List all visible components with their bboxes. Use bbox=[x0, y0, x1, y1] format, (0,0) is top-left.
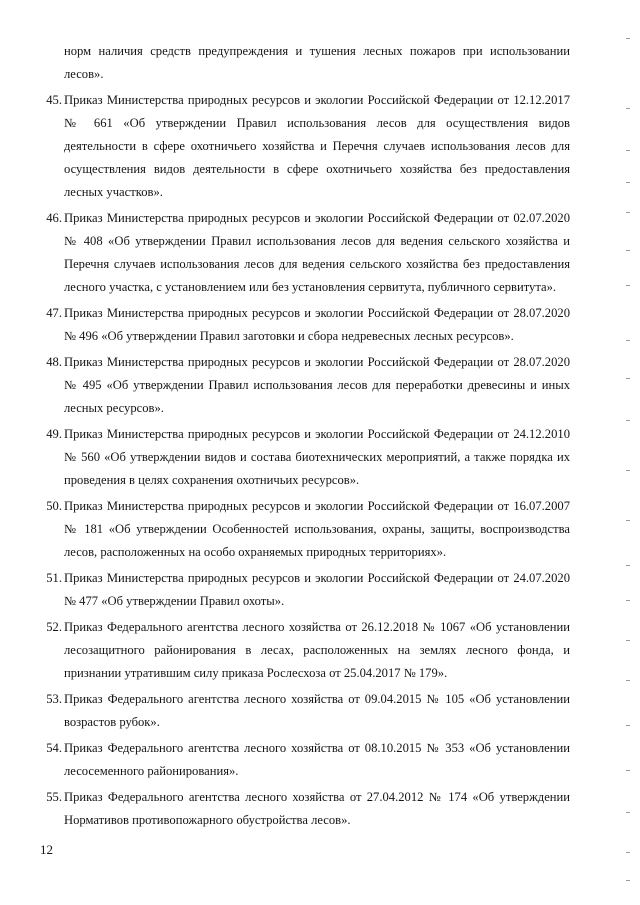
list-item-number: 54. bbox=[46, 741, 62, 755]
edge-mark bbox=[626, 852, 630, 853]
continued-paragraph: норм наличия средств предупреждения и тушения лесных пожаров при использовании лесов». bbox=[64, 44, 570, 81]
edge-mark bbox=[626, 150, 630, 151]
edge-mark bbox=[626, 420, 630, 421]
edge-mark bbox=[626, 565, 630, 566]
list-item-number: 52. bbox=[46, 620, 62, 634]
edge-mark bbox=[626, 812, 630, 813]
list-item bbox=[40, 737, 570, 783]
list-item bbox=[40, 351, 570, 420]
edge-mark bbox=[626, 770, 630, 771]
list-item-number: 50. bbox=[46, 499, 62, 513]
list-item-number: 47. bbox=[46, 306, 62, 320]
list-item-number: 46. bbox=[46, 211, 62, 225]
list-item-text: Приказ Федерального агентства лесного хозяйства от 08.10.2015 № 353 «Об установлении лесосеменного районирования». bbox=[64, 741, 570, 778]
list-item-number: 51. bbox=[46, 571, 62, 585]
edge-mark bbox=[626, 182, 630, 183]
edge-mark bbox=[626, 640, 630, 641]
list-item-text: Приказ Министерства природных ресурсов и экологии Российской Федерации от 02.07.2020 № 408 «Об утверждении Правил использования лесов для ведения сельского хозяйства и Перечня случаев использования лесов для ведения сельского хозяйства без предоставления лесного участка, с установлением или без установления сервитута, публичного сервитута». bbox=[64, 211, 570, 294]
list-item-text: Приказ Федерального агентства лесного хозяйства от 26.12.2018 № 1067 «Об установлении лесозащитного районирования в лесах, расположенных на землях лесного фонда, и признании утратившим силу приказа Рослесхоза от 25.04.2017 № 179». bbox=[64, 620, 570, 680]
edge-mark bbox=[626, 880, 630, 881]
edge-mark bbox=[626, 680, 630, 681]
list-item-number: 48. bbox=[46, 355, 62, 369]
list-item-text: Приказ Министерства природных ресурсов и экологии Российской Федерации от 28.07.2020 № 495 «Об утверждении Правил использования лесов для переработки древесины и иных лесных ресурсов». bbox=[64, 355, 570, 415]
numbered-list bbox=[40, 89, 570, 832]
edge-mark bbox=[626, 108, 630, 109]
list-item-text: Приказ Министерства природных ресурсов и экологии Российской Федерации от 24.07.2020 № 477 «Об утверждении Правил охоты». bbox=[64, 571, 570, 608]
list-item-number: 45. bbox=[46, 93, 62, 107]
list-item-text: Приказ Министерства природных ресурсов и экологии Российской Федерации от 24.12.2010 № 560 «Об утверждении видов и состава биотехнических мероприятий, а также порядка их проведения в целях сохранения охотничьих ресурсов». bbox=[64, 427, 570, 487]
list-item bbox=[40, 567, 570, 613]
edge-mark bbox=[626, 378, 630, 379]
edge-mark bbox=[626, 38, 630, 39]
list-item bbox=[40, 688, 570, 734]
list-item bbox=[40, 495, 570, 564]
list-item-text: Приказ Министерства природных ресурсов и экологии Российской Федерации от 28.07.2020 № 496 «Об утверждении Правил заготовки и сбора недревесных лесных ресурсов». bbox=[64, 306, 570, 343]
edge-mark bbox=[626, 250, 630, 251]
list-item-text: Приказ Министерства природных ресурсов и экологии Российской Федерации от 16.07.2007 № 181 «Об утверждении Особенностей использования, охраны, защиты, воспроизводства лесов, расположенных на особо охраняемых природных территориях». bbox=[64, 499, 570, 559]
list-item bbox=[40, 302, 570, 348]
list-item-number: 55. bbox=[46, 790, 62, 804]
edge-mark bbox=[626, 520, 630, 521]
list-item-number: 53. bbox=[46, 692, 62, 706]
scan-edge-marks bbox=[618, 0, 640, 905]
list-item bbox=[40, 89, 570, 204]
edge-mark bbox=[626, 470, 630, 471]
edge-mark bbox=[626, 725, 630, 726]
list-item bbox=[40, 616, 570, 685]
list-item-number: 49. bbox=[46, 427, 62, 441]
list-item-text: Приказ Министерства природных ресурсов и экологии Российской Федерации от 12.12.2017 № 661 «Об утверждении Правил использования лесов для осуществления видов деятельности в сфере охотничьего хозяйства и Перечня случаев использования лесов для осуществления видов деятельности в сфере охотничьего хозяйства без предоставления лесных участков». bbox=[64, 93, 570, 199]
list-item-text: Приказ Федерального агентства лесного хозяйства от 27.04.2012 № 174 «Об утверждении Нормативов противопожарного обустройства лесов». bbox=[64, 790, 570, 827]
list-item-text: Приказ Федерального агентства лесного хозяйства от 09.04.2015 № 105 «Об установлении возрастов рубок». bbox=[64, 692, 570, 729]
list-item bbox=[40, 786, 570, 832]
list-item bbox=[40, 423, 570, 492]
page-number: 12 bbox=[40, 842, 53, 857]
edge-mark bbox=[626, 285, 630, 286]
edge-mark bbox=[626, 600, 630, 601]
edge-mark bbox=[626, 212, 630, 213]
edge-mark bbox=[626, 340, 630, 341]
document-body bbox=[40, 40, 570, 832]
list-item bbox=[40, 207, 570, 299]
